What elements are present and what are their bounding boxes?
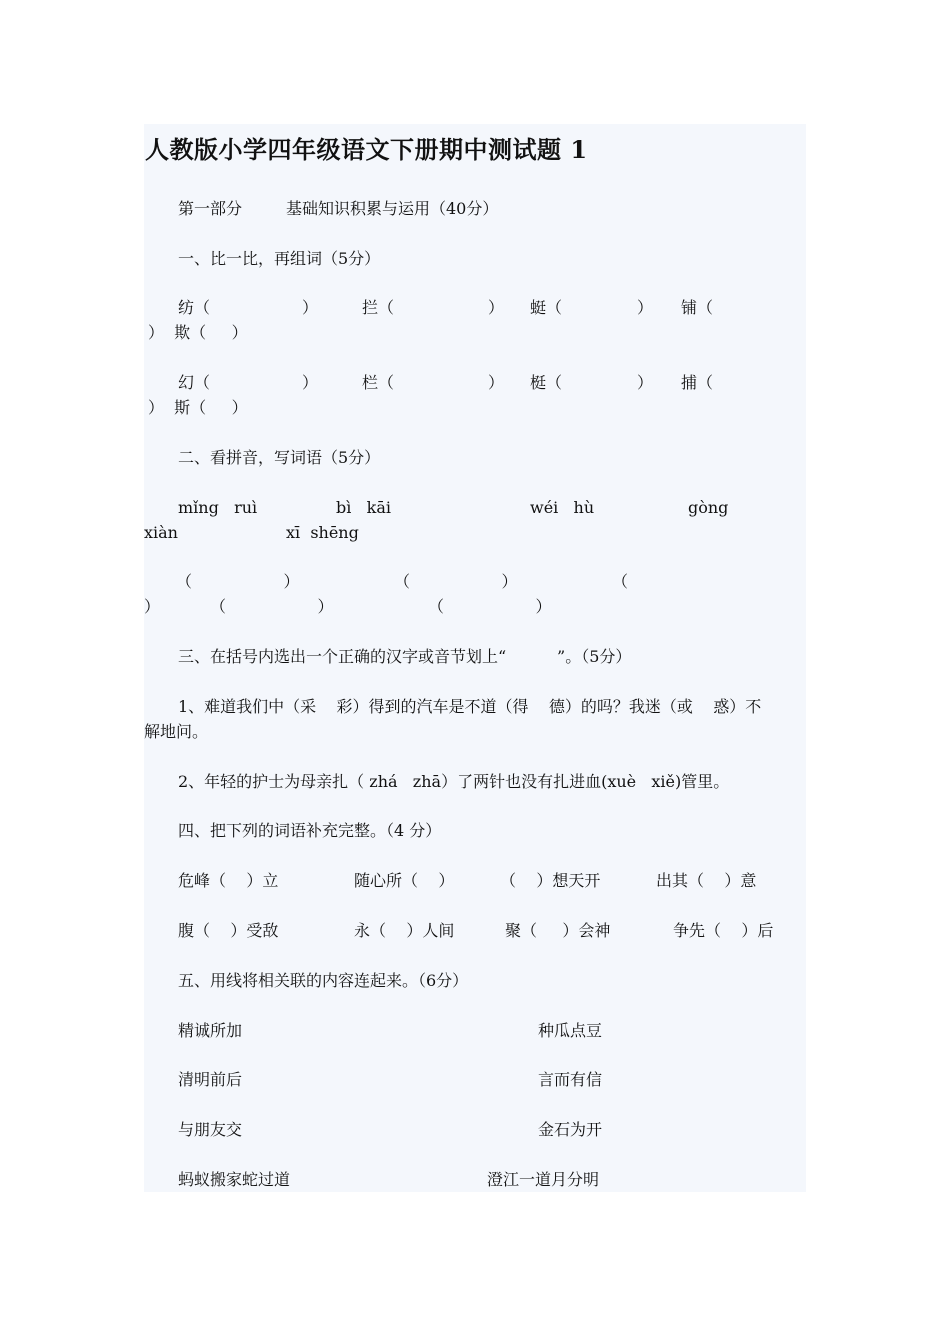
q3-heading: 三、在括号内选出一个正确的汉字或音节划上“ ”。（5分） <box>178 647 632 666</box>
document-title: 人教版小学四年级语文下册期中测试题 1 <box>145 135 588 164</box>
q2-pinyin-4-wrap: xiàn <box>144 523 178 542</box>
q1-r2-a-end: ） <box>302 373 319 392</box>
q1-r1-a-end: ） <box>302 298 319 317</box>
q4-r1-item: （ ）想天开 <box>500 871 601 890</box>
q1-r2-wrap: ） 斯（ ） <box>148 398 248 417</box>
q1-r1-d: 铺（ <box>681 298 714 317</box>
q2-pinyin-4: gòng <box>688 498 729 517</box>
q2-bracket-2: （ ） <box>394 572 518 591</box>
part-label: 第一部分 <box>178 199 243 218</box>
q5-right-item: 种瓜点豆 <box>538 1021 603 1040</box>
q1-r2-b: 栏（ <box>362 373 395 392</box>
q4-r2-item: 永（ ）人间 <box>354 921 455 940</box>
q1-r1-b-end: ） <box>488 298 505 317</box>
q1-r2-a: 幻（ <box>178 373 211 392</box>
q4-r1-item: 随心所（ ） <box>354 871 455 890</box>
q5-right-item: 言而有信 <box>538 1070 603 1089</box>
q3-item1-line2: 解地问。 <box>144 722 209 741</box>
q3-item1-line1: 1、难道我们中（采 彩）得到的汽车是不道（得 德）的吗？我迷（或 惑）不 <box>178 697 762 716</box>
q1-r2-c: 梃（ <box>530 373 563 392</box>
q5-left-item: 精诚所加 <box>178 1021 243 1040</box>
q2-bracket-3-close: ） <box>144 597 161 616</box>
q1-r1-wrap: ） 欺（ ） <box>148 323 248 342</box>
q5-left-item: 蚂蚁搬家蛇过道 <box>178 1170 291 1189</box>
q5-right-item: 澄江一道月分明 <box>487 1170 600 1189</box>
part-name: 基础知识积累与运用（40分） <box>286 199 499 218</box>
q5-right-item: 金石为开 <box>538 1120 603 1139</box>
q2-bracket-5: （ ） <box>428 597 552 616</box>
q1-r2-b-end: ） <box>488 373 505 392</box>
q4-heading: 四、把下列的词语补充完整。（4 分） <box>178 821 442 840</box>
q5-left-item: 清明前后 <box>178 1070 243 1089</box>
q1-heading: 一、比一比，再组词（5分） <box>178 249 381 268</box>
q1-r1-a: 纺（ <box>178 298 211 317</box>
q2-pinyin-1: mǐng ruì <box>178 498 258 517</box>
q4-r1-item: 出其（ ）意 <box>656 871 757 890</box>
q1-r2-c-end: ） <box>637 373 654 392</box>
q4-r2-item: 聚（ ）会神 <box>505 921 611 940</box>
q1-r2-d: 捕（ <box>681 373 714 392</box>
q2-pinyin-2: bì kāi <box>336 498 391 517</box>
q4-r2-item: 腹（ ）受敌 <box>178 921 279 940</box>
q1-r1-c-end: ） <box>637 298 654 317</box>
q2-pinyin-3: wéi hù <box>530 498 595 517</box>
q2-bracket-3-open: （ <box>612 572 629 591</box>
q5-heading: 五、用线将相关联的内容连起来。（6分） <box>178 971 469 990</box>
q4-r1-item: 危峰（ ）立 <box>178 871 279 890</box>
q1-r1-c: 蜓（ <box>530 298 563 317</box>
q4-r2-item: 争先（ ）后 <box>673 921 774 940</box>
q2-bracket-1: （ ） <box>176 572 300 591</box>
q2-heading: 二、看拼音，写词语（5分） <box>178 448 381 467</box>
q1-r1-b: 拦（ <box>362 298 395 317</box>
q2-bracket-4: （ ） <box>210 597 334 616</box>
q2-pinyin-5: xī shēng <box>286 523 359 542</box>
q3-item2: 2、年轻的护士为母亲扎（ zhá zhā）了两针也没有扎进血(xuè xiě)管里。 <box>178 772 730 791</box>
q5-left-item: 与朋友交 <box>178 1120 243 1139</box>
